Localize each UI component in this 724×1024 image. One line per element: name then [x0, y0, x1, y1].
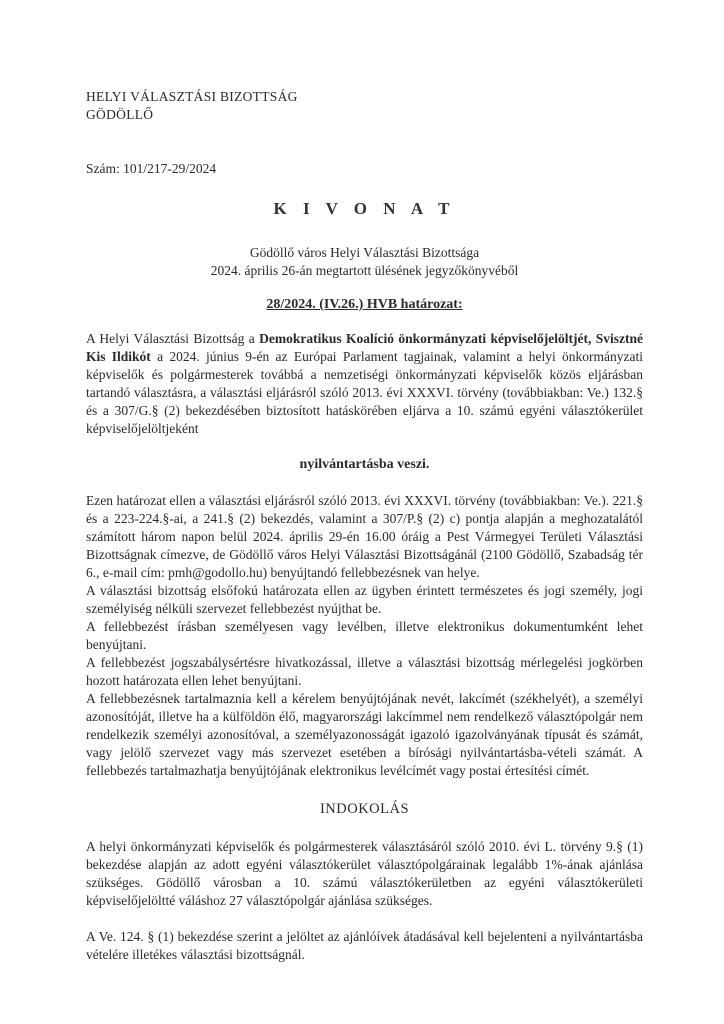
reference-number: Szám: 101/217-29/2024: [86, 161, 217, 176]
decision-body-text-1: A Helyi Választási Bizottság a: [86, 331, 260, 346]
paragraph-decision-body: [86, 330, 643, 438]
subtitle-committee: Gödöllő város Helyi Választási Bizottsága: [249, 245, 480, 260]
candidate-name-bold: Demokratikus Koalíció önkormányzati képviselőjelöltjét, Svisztné Kis Ildikót: [86, 331, 643, 364]
justification-heading: INDOKOLÁS: [319, 801, 410, 817]
organization-name: HELYI VÁLASZTÁSI BIZOTTSÁG: [86, 89, 298, 104]
document-title: K I V O N A T: [273, 199, 456, 218]
organization-city: GÖDÖLLŐ: [86, 107, 154, 122]
letterhead: [86, 88, 643, 124]
document-content: [86, 88, 643, 964]
paragraph-justification-1: A helyi önkormányzati képviselők és polgármesterek választásáról szóló 2010. évi L. törvény 9.§ (1) bekezdése alapján az adott egyéni választókerület választópolgárainak legalább 1%-ának ajánlása szükséges. Gödöllő városban a 10. számú választókerületben az egyéni választókerületi képviselőjelöltté váláshoz 27 választópolgár ajánlása szükséges.: [86, 839, 643, 908]
document-subtitle: [86, 244, 643, 280]
paragraph-appeal-who: A választási bizottság elsőfokú határozata ellen az ügyben érintett természetes és jogi személy, jogi személyiség nélküli szervezet fellebbezést nyújthat be.: [86, 583, 643, 616]
paragraph-appeal-grounds: A fellebbezést jogszabálysértésre hivatkozással, illetve a választási bizottság mérlegelési jogkörben hozott határozata ellen lehet benyújtani.: [86, 655, 643, 688]
paragraph-appeal-contents: A fellebbezésnek tartalmaznia kell a kérelem benyújtójának nevét, lakcímét (székhelyét), a személyi azonosítóját, illetve ha a külföldön élő, magyarországi lakcímmel nem rendelkező választópolgár nem rendelkezik személyi azonosítóval, a személyazonosságát igazoló igazolványának típusát és számát, vagy jelölő szervezet vagy más szervezet esetében a bírósági nyilvántartásba-vételi számát. A fellebbezés tartalmazhatja benyújtójának elektronikus levélcímét vagy postai értesítési címét.: [86, 691, 643, 778]
decision-action: nyilvántartásba veszi.: [299, 457, 430, 472]
decision-number-heading: 28/2024. (IV.26.) HVB határozat:: [266, 297, 463, 312]
subtitle-session: 2024. április 26-án megtartott ülésének jegyzőkönyvéből: [210, 263, 519, 278]
paragraph-appeal-how: A fellebbezést írásban személyesen vagy levélben, illetve elektronikus dokumentumként lehet benyújtani.: [86, 619, 643, 652]
paragraph-justification-2: A Ve. 124. § (1) bekezdése szerint a jelöltet az ajánlóívek átadásával kell bejelenteni a nyilvántartásba vételére illetékes választási bizottságnál.: [86, 929, 643, 962]
paragraph-appeal-deadline: Ezen határozat ellen a választási eljárásról szóló 2013. évi XXXVI. törvény (továbbiakban: Ve.). 221.§ és a 223-224.§-ai, a 241.§ (2) bekezdés, valamint a 307/P.§ (2) c) pontja alapján a meghozatalától számított három napon belül 2024. április 29-én 16.00 óráig a Pest Vármegyei Területi Választási Bizottságnak címezve, de Gödöllő város Helyi Választási Bizottságánál (2100 Gödöllő, Szabadság tér 6., e-mail cím: pmh@godollo.hu) benyújtandó fellebbezésnek van helye.: [86, 493, 643, 580]
decision-body-text-2: a 2024. június 9-én az Európai Parlament tagjainak, valamint a helyi önkormányzati képviselők és polgármesterek továbbá a nemzetiségi önkormányzati képviselők közös eljárásban tartandó választásra, a választási eljárásról szóló 2013. évi XXXVI. törvény (továbbiakban: Ve.) 132.§ és a 307/G.§ (2) bekezdésében biztosított hatáskörében eljárva a 10. számú egyéni választókerület képviselőjelöltjeként: [86, 349, 644, 436]
